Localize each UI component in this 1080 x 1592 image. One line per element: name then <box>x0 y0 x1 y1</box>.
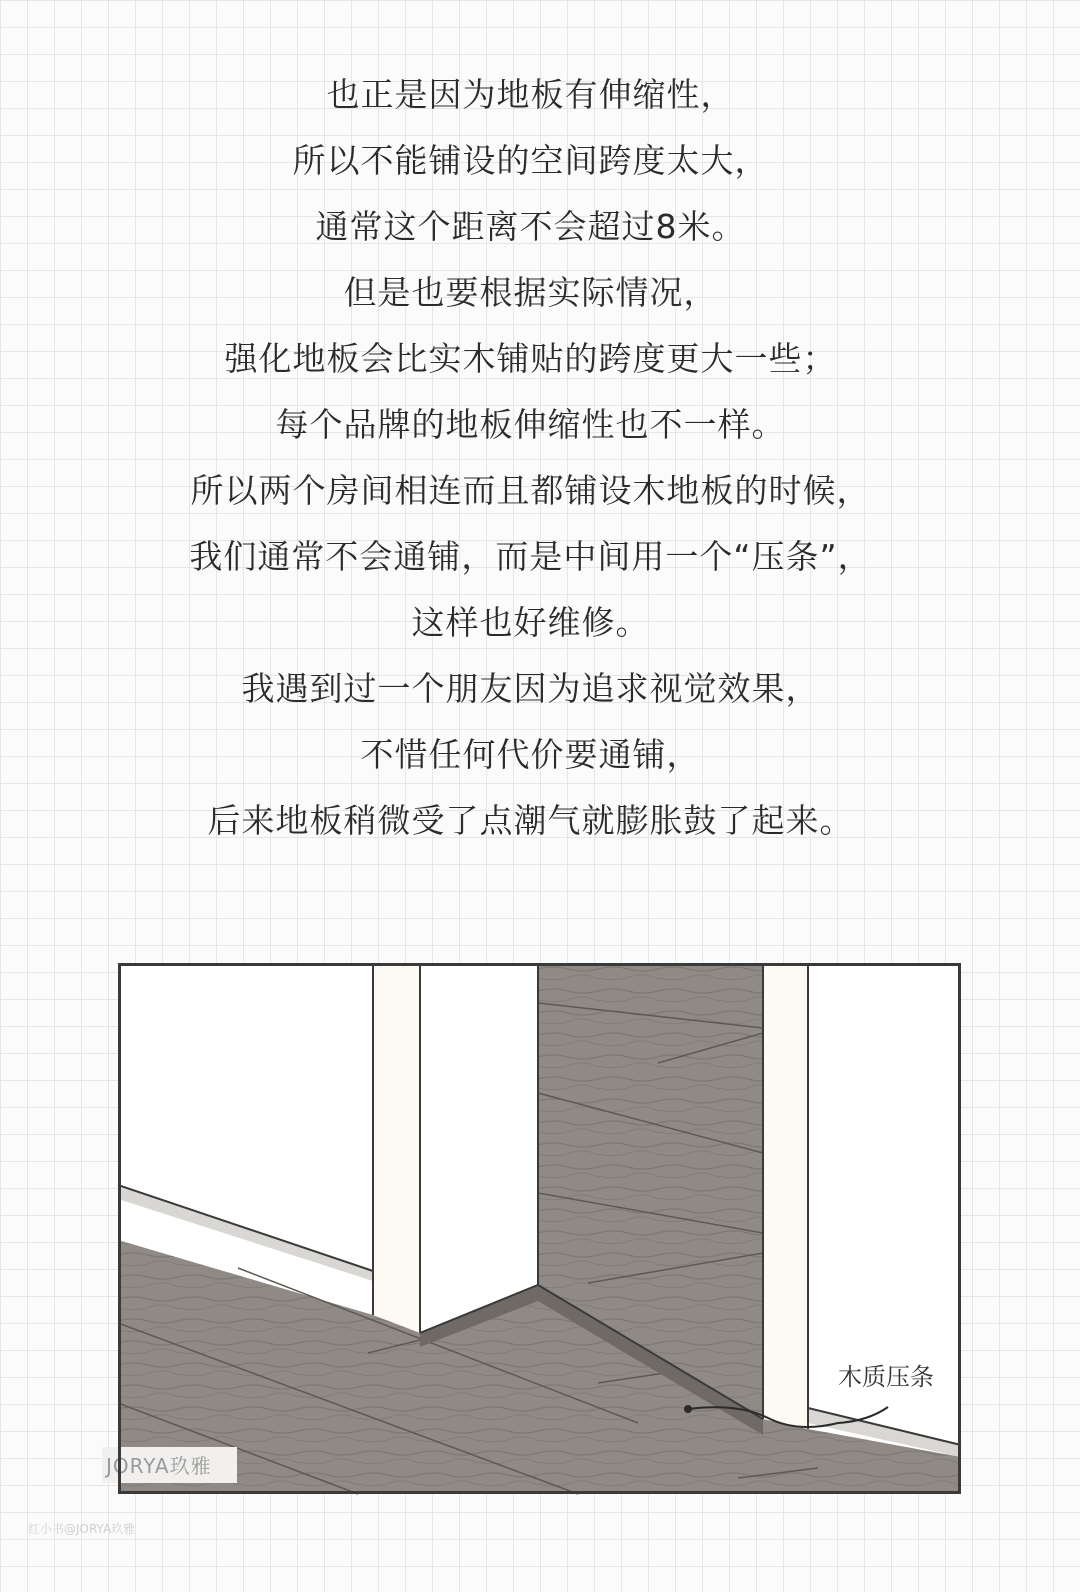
text-line: 这样也好维修。 <box>411 603 650 642</box>
text-line: 但是也要根据实际情况， <box>343 273 718 312</box>
brand-stamp-text: JORYA玖雅 <box>106 1454 212 1478</box>
text-line: 我们通常不会通铺，而是中间用一个“压条”， <box>189 537 872 576</box>
left-door-jamb <box>373 963 538 1333</box>
text-line: 所以不能铺设的空间跨度太大， <box>292 141 769 180</box>
text-line: 强化地板会比实木铺贴的跨度更大一些； <box>224 339 837 378</box>
text-line: 不惜任何代价要通铺， <box>360 735 701 774</box>
text-line: 也正是因为地板有伸缩性， <box>326 75 735 114</box>
text-line: 通常这个距离不会超过8米。 <box>315 207 746 246</box>
floor-threshold-illustration <box>106 963 961 1494</box>
annotation-label: 木质压条 <box>838 1363 934 1391</box>
watermark: 红小书@JORYA玖雅 <box>28 1522 136 1536</box>
text-line: 后来地板稍微受了点潮气就膨胀鼓了起来。 <box>207 801 854 840</box>
text-line: 所以两个房间相连而且都铺设木地板的时候， <box>190 471 871 510</box>
text-line: 每个品牌的地板伸缩性也不一样。 <box>275 405 786 444</box>
text-line: 我遇到过一个朋友因为追求视觉效果， <box>241 669 820 708</box>
body-text <box>0 62 1061 854</box>
